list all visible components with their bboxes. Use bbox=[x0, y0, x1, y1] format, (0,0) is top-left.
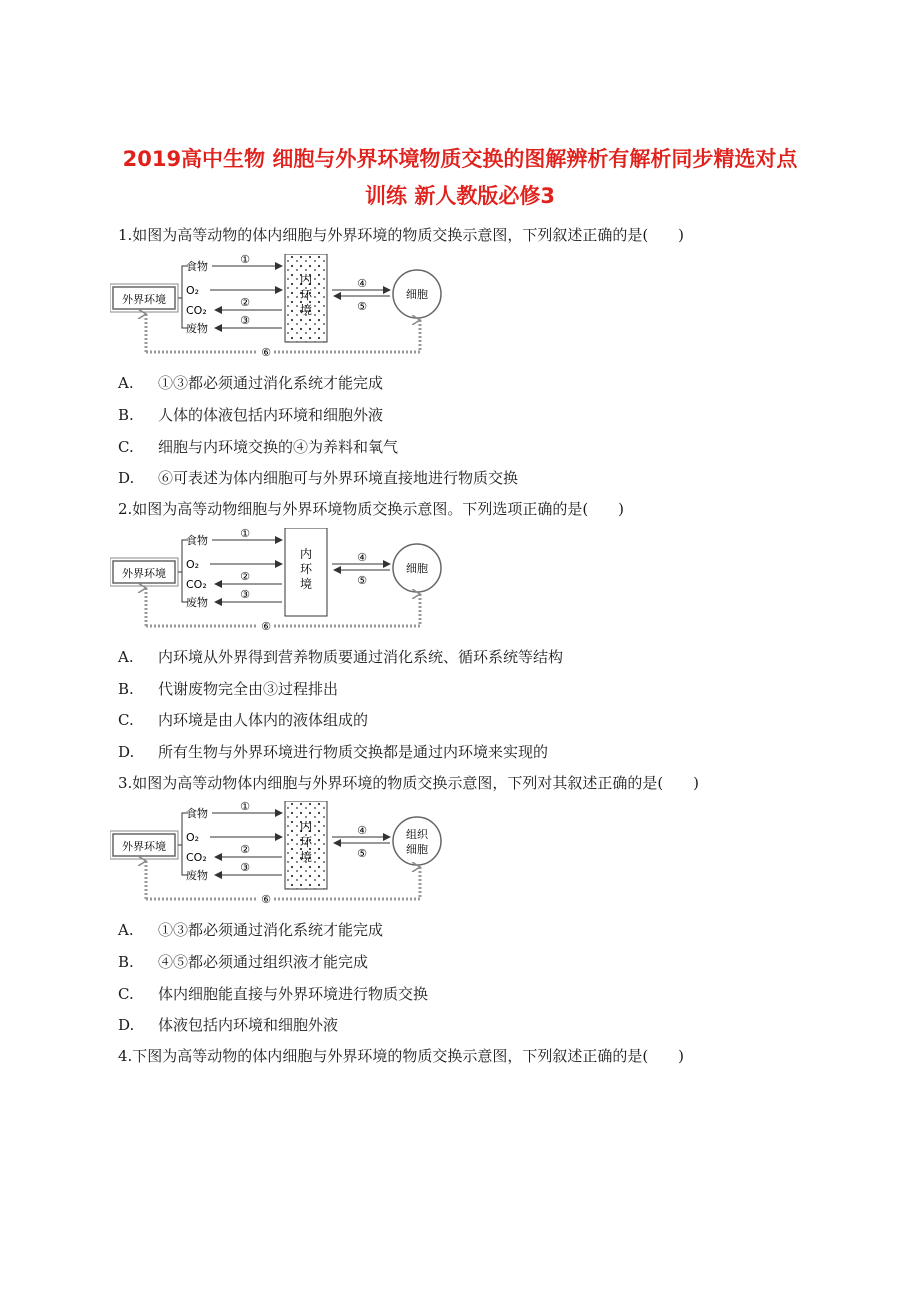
option-letter: D. bbox=[118, 743, 135, 761]
q2-option-b bbox=[118, 678, 338, 699]
option-text: 细胞与内环境交换的④为养料和氧气 bbox=[158, 438, 399, 456]
inner-env-char-3: 境 bbox=[299, 577, 313, 591]
number-4: ④ bbox=[357, 824, 367, 837]
option-letter: D. bbox=[118, 1016, 135, 1034]
o2-label: O₂ bbox=[186, 831, 200, 844]
q3-option-b bbox=[118, 951, 368, 972]
co2-label: CO₂ bbox=[186, 851, 207, 864]
number-1: ① bbox=[240, 254, 250, 266]
q2-option-c bbox=[118, 709, 368, 730]
number-5: ⑤ bbox=[357, 574, 367, 587]
question-4-stem: 4.下图为高等动物的体内细胞与外界环境的物质交换示意图，下列叙述正确的是( ) bbox=[118, 1047, 685, 1065]
number-6: ⑥ bbox=[261, 893, 271, 906]
option-text: 代谢废物完全由③过程排出 bbox=[158, 680, 339, 698]
number-5: ⑤ bbox=[357, 300, 367, 313]
option-text: ④⑤都必须通过组织液才能完成 bbox=[158, 953, 369, 971]
number-3: ③ bbox=[240, 314, 250, 327]
inner-env-char-1: 内 bbox=[299, 547, 313, 561]
inner-env-char-1: 内 bbox=[299, 820, 313, 834]
number-1: ① bbox=[240, 801, 250, 813]
option-text: ①③都必须通过消化系统才能完成 bbox=[158, 374, 384, 392]
number-3: ③ bbox=[240, 861, 250, 874]
number-4: ④ bbox=[357, 277, 367, 290]
inner-env-char-3: 境 bbox=[299, 303, 313, 317]
outside-environment-label: 外界环境 bbox=[122, 567, 166, 580]
outside-environment-label: 外界环境 bbox=[122, 840, 166, 853]
number-2: ② bbox=[240, 296, 250, 309]
option-text: 体液包括内环境和细胞外液 bbox=[158, 1016, 339, 1034]
number-3: ③ bbox=[240, 588, 250, 601]
cell-label: 细胞 bbox=[406, 562, 428, 575]
q2-option-a bbox=[118, 646, 563, 667]
q3-option-c bbox=[118, 983, 428, 1004]
q3-option-d bbox=[118, 1014, 338, 1035]
question-1-stem: 1.如图为高等动物的体内细胞与外界环境的物质交换示意图，下列叙述正确的是( ) bbox=[118, 226, 685, 244]
q2-option-d bbox=[118, 741, 548, 762]
food-label: 食物 bbox=[186, 807, 208, 820]
exchange-diagram-2 bbox=[110, 528, 460, 633]
waste-label: 废物 bbox=[186, 596, 208, 609]
option-letter: A. bbox=[118, 374, 134, 392]
food-label: 食物 bbox=[186, 534, 208, 547]
option-letter: C. bbox=[118, 711, 134, 729]
option-text: 所有生物与外界环境进行物质交换都是通过内环境来实现的 bbox=[158, 743, 549, 761]
q1-option-b bbox=[118, 404, 383, 425]
option-letter: D. bbox=[118, 469, 135, 487]
option-letter: B. bbox=[118, 680, 134, 698]
option-text: 人体的体液包括内环境和细胞外液 bbox=[158, 406, 384, 424]
number-2: ② bbox=[240, 570, 250, 583]
option-text: ⑥可表述为体内细胞可与外界环境直接地进行物质交换 bbox=[158, 469, 519, 487]
number-4: ④ bbox=[357, 551, 367, 564]
option-text: 体内细胞能直接与外界环境进行物质交换 bbox=[158, 985, 429, 1003]
cell-label: 细胞 bbox=[406, 288, 428, 301]
option-letter: C. bbox=[118, 985, 134, 1003]
q1-option-c bbox=[118, 436, 398, 457]
option-letter: A. bbox=[118, 648, 134, 666]
inner-env-char-3: 境 bbox=[299, 850, 313, 864]
question-3-stem: 3.如图为高等动物体内细胞与外界环境的物质交换示意图，下列对其叙述正确的是( ) bbox=[118, 774, 700, 792]
number-6: ⑥ bbox=[261, 620, 271, 633]
question-2-stem: 2.如图为高等动物细胞与外界环境物质交换示意图。下列选项正确的是( ) bbox=[118, 500, 625, 518]
option-letter: B. bbox=[118, 953, 134, 971]
option-text: 内环境是由人体内的液体组成的 bbox=[158, 711, 369, 729]
exchange-diagram-1 bbox=[110, 254, 460, 359]
number-2: ② bbox=[240, 843, 250, 856]
inner-env-char-2: 环 bbox=[299, 835, 313, 849]
number-1: ① bbox=[240, 528, 250, 540]
option-text: ①③都必须通过消化系统才能完成 bbox=[158, 921, 384, 939]
outside-environment-label: 外界环境 bbox=[122, 293, 166, 306]
inner-env-char-1: 内 bbox=[299, 273, 313, 287]
co2-label: CO₂ bbox=[186, 304, 207, 317]
number-5: ⑤ bbox=[357, 847, 367, 860]
document-title-line1: 2019高中生物 细胞与外界环境物质交换的图解辨析有解析同步精选对点 bbox=[122, 147, 798, 171]
option-letter: B. bbox=[118, 406, 134, 424]
option-letter: A. bbox=[118, 921, 134, 939]
waste-label: 废物 bbox=[186, 869, 208, 882]
exchange-diagram-3 bbox=[110, 801, 460, 906]
food-label: 食物 bbox=[186, 260, 208, 273]
o2-label: O₂ bbox=[186, 558, 200, 571]
tissue-cell-label-1: 组织 bbox=[406, 828, 428, 841]
tissue-cell-label-2: 细胞 bbox=[406, 843, 428, 856]
o2-label: O₂ bbox=[186, 284, 200, 297]
option-text: 内环境从外界得到营养物质要通过消化系统、循环系统等结构 bbox=[158, 648, 564, 666]
q3-option-a bbox=[118, 919, 383, 940]
q1-option-a bbox=[118, 372, 383, 393]
document-title-line2: 训练 新人教版必修3 bbox=[365, 184, 555, 208]
option-letter: C. bbox=[118, 438, 134, 456]
inner-env-char-2: 环 bbox=[299, 288, 313, 302]
inner-env-char-2: 环 bbox=[299, 562, 313, 576]
co2-label: CO₂ bbox=[186, 578, 207, 591]
waste-label: 废物 bbox=[186, 322, 208, 335]
number-6: ⑥ bbox=[261, 346, 271, 359]
q1-option-d bbox=[118, 467, 518, 488]
